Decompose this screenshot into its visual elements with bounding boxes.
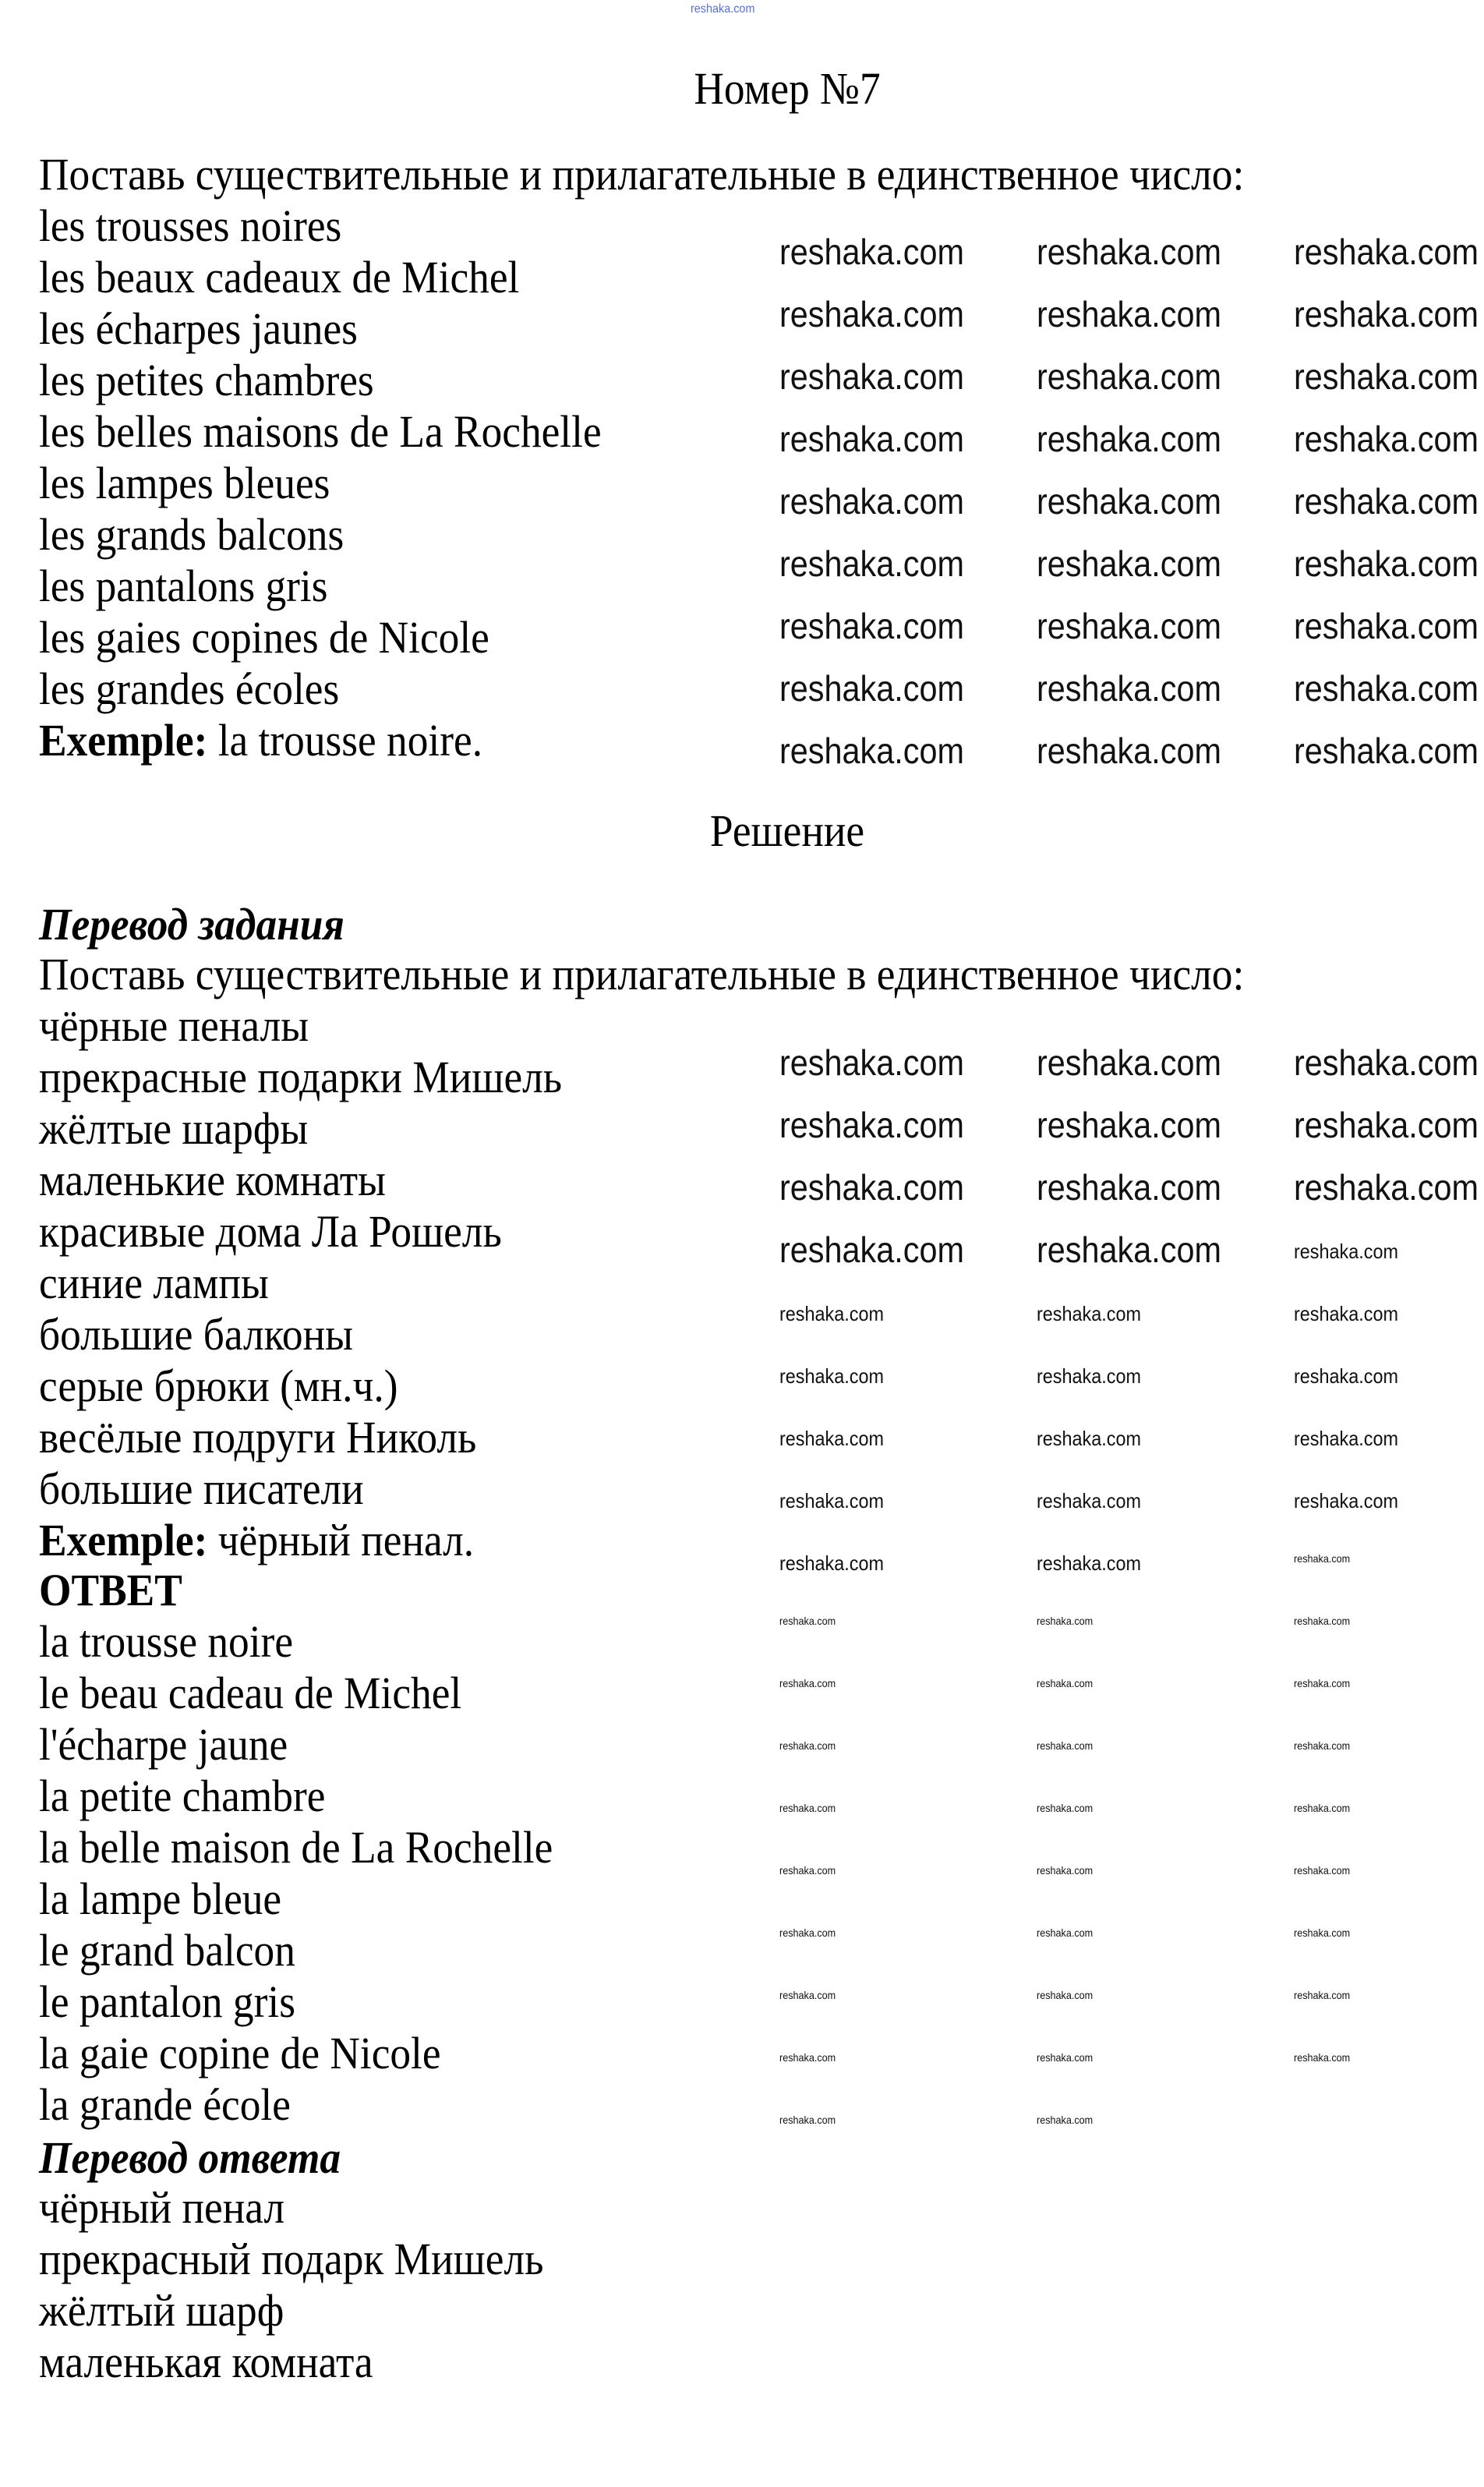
watermark-text: reshaka.com xyxy=(779,2114,836,2126)
translation-item: чёрные пеналы xyxy=(39,1000,309,1051)
watermark-text: reshaka.com xyxy=(779,543,965,584)
watermark-text: reshaka.com xyxy=(1037,1615,1094,1627)
task-item: les grandes écoles xyxy=(39,663,340,714)
watermark-text: reshaka.com xyxy=(1294,1364,1398,1388)
answer-item: la belle maison de La Rochelle xyxy=(39,1822,553,1873)
answer-translation-heading: Перевод ответа xyxy=(39,2132,341,2183)
watermark-text: reshaka.com xyxy=(1037,1739,1094,1752)
watermark-text: reshaka.com xyxy=(1037,2114,1094,2126)
watermark-text: reshaka.com xyxy=(779,294,965,334)
watermark-text: reshaka.com xyxy=(779,1302,884,1325)
watermark-text: reshaka.com xyxy=(1037,2051,1094,2064)
watermark-text: reshaka.com xyxy=(1294,1552,1351,1565)
watermark-text: reshaka.com xyxy=(1037,1677,1094,1689)
task-item: les pantalons gris xyxy=(39,561,328,611)
watermark-text: reshaka.com xyxy=(779,1364,884,1388)
answer-item: la trousse noire xyxy=(39,1616,293,1667)
watermark-text: reshaka.com xyxy=(1294,232,1479,272)
task-item: les trousses noires xyxy=(39,200,342,251)
answer-translation-item: маленькая комната xyxy=(39,2337,373,2387)
watermark-text: reshaka.com xyxy=(1294,1864,1351,1877)
watermark-text: reshaka.com xyxy=(1037,543,1222,584)
watermark-text: reshaka.com xyxy=(1037,1042,1222,1083)
watermark-text: reshaka.com xyxy=(1037,606,1222,646)
example-text: la trousse noire. xyxy=(207,715,483,766)
watermark-text: reshaka.com xyxy=(779,1864,836,1877)
translation-item: красивые дома Ла Рошель xyxy=(39,1206,502,1257)
watermark-text: reshaka.com xyxy=(779,1105,965,1145)
watermark-text: reshaka.com xyxy=(1037,419,1222,459)
watermark-text: reshaka.com xyxy=(1037,668,1222,709)
answer-translation-item: прекрасный подарк Мишель xyxy=(39,2234,544,2284)
answer-heading: ОТВЕТ xyxy=(39,1565,182,1615)
answer-item: la lampe bleue xyxy=(39,1873,282,1924)
watermark-text: reshaka.com xyxy=(1294,2051,1351,2064)
task-item: les lampes bleues xyxy=(39,458,330,508)
watermark-text: reshaka.com xyxy=(1037,1302,1141,1325)
watermark-text: reshaka.com xyxy=(779,1167,965,1208)
translation-item: весёлые подруги Николь xyxy=(39,1412,477,1463)
answer-item: le pantalon gris xyxy=(39,1976,295,2027)
watermark-text: reshaka.com xyxy=(1294,668,1479,709)
answer-item: le beau cadeau de Michel xyxy=(39,1668,462,1718)
task-item: les petites chambres xyxy=(39,355,374,405)
watermark-text: reshaka.com xyxy=(1037,1489,1141,1512)
watermark-text: reshaka.com xyxy=(1294,1926,1351,1939)
answer-item: la grande école xyxy=(39,2079,291,2130)
watermark-text: reshaka.com xyxy=(779,1615,836,1627)
watermark-text: reshaka.com xyxy=(779,1042,965,1083)
answer-item: le grand balcon xyxy=(39,1925,295,1976)
watermark-text: reshaka.com xyxy=(691,2,755,16)
watermark-text: reshaka.com xyxy=(1037,1427,1141,1450)
watermark-text: reshaka.com xyxy=(1294,356,1479,397)
watermark-text: reshaka.com xyxy=(1294,1240,1398,1263)
watermark-text: reshaka.com xyxy=(1037,1167,1222,1208)
watermark-text: reshaka.com xyxy=(779,1989,836,2001)
task-item: les écharpes jaunes xyxy=(39,303,358,354)
watermark-text: reshaka.com xyxy=(779,1229,965,1270)
watermark-text: reshaka.com xyxy=(779,1739,836,1752)
watermark-text: reshaka.com xyxy=(1037,731,1222,771)
watermark-text: reshaka.com xyxy=(1294,1302,1398,1325)
watermark-text: reshaka.com xyxy=(779,668,965,709)
watermark-text: reshaka.com xyxy=(1294,1167,1479,1208)
watermark-text: reshaka.com xyxy=(1037,1551,1141,1575)
watermark-text: reshaka.com xyxy=(779,1489,884,1512)
answer-translation-item: жёлтый шарф xyxy=(39,2285,284,2336)
watermark-text: reshaka.com xyxy=(779,1551,884,1575)
watermark-text: reshaka.com xyxy=(779,1677,836,1689)
watermark-text: reshaka.com xyxy=(1294,481,1479,522)
watermark-text: reshaka.com xyxy=(1037,356,1222,397)
example-label: Exemple: xyxy=(39,715,208,766)
watermark-text: reshaka.com xyxy=(779,232,965,272)
watermark-text: reshaka.com xyxy=(1037,1364,1141,1388)
watermark-text: reshaka.com xyxy=(1294,1042,1479,1083)
answer-item: la petite chambre xyxy=(39,1771,326,1821)
watermark-text: reshaka.com xyxy=(779,731,965,771)
watermark-text: reshaka.com xyxy=(1294,543,1479,584)
watermark-text: reshaka.com xyxy=(1037,1229,1222,1270)
example-label: Exemple: xyxy=(39,1515,208,1565)
watermark-text: reshaka.com xyxy=(1294,731,1479,771)
watermark-text: reshaka.com xyxy=(1037,1926,1094,1939)
answer-translation-item: чёрный пенал xyxy=(39,2182,285,2233)
watermark-text: reshaka.com xyxy=(1294,1489,1398,1512)
watermark-text: reshaka.com xyxy=(779,356,965,397)
watermark-text: reshaka.com xyxy=(779,1926,836,1939)
solution-heading: Решение xyxy=(709,805,865,856)
watermark-text: reshaka.com xyxy=(1037,1989,1094,2001)
watermark-text: reshaka.com xyxy=(1294,1615,1351,1627)
watermark-text: reshaka.com xyxy=(1294,1427,1398,1450)
translation-item: жёлтые шарфы xyxy=(39,1103,309,1154)
watermark-text: reshaka.com xyxy=(1294,1989,1351,2001)
watermark-text: reshaka.com xyxy=(1037,1802,1094,1814)
page-title: Номер №7 xyxy=(694,63,881,114)
watermark-text: reshaka.com xyxy=(1294,1739,1351,1752)
task-item: les beaux cadeaux de Michel xyxy=(39,252,520,302)
answer-item: l'écharpe jaune xyxy=(39,1719,288,1770)
task-item: les gaies copines de Nicole xyxy=(39,612,489,663)
translation-item: синие лампы xyxy=(39,1258,269,1308)
task-item: les grands balcons xyxy=(39,509,344,560)
watermark-text: reshaka.com xyxy=(1294,419,1479,459)
translation-instruction: Поставь существительные и прилагательные в единственное число: xyxy=(39,949,1245,999)
task-example xyxy=(39,715,482,766)
watermark-text: reshaka.com xyxy=(779,419,965,459)
watermark-text: reshaka.com xyxy=(1037,1864,1094,1877)
translation-item: большие балконы xyxy=(39,1309,353,1360)
task-instruction: Поставь существительные и прилагательные в единственное число: xyxy=(39,149,1245,200)
watermark-text: reshaka.com xyxy=(779,1802,836,1814)
translation-example xyxy=(39,1515,474,1566)
watermark-text: reshaka.com xyxy=(779,2051,836,2064)
translation-item: серые брюки (мн.ч.) xyxy=(39,1360,398,1411)
watermark-text: reshaka.com xyxy=(779,481,965,522)
translation-heading: Перевод задания xyxy=(39,899,344,950)
watermark-text: reshaka.com xyxy=(1294,294,1479,334)
watermark-text: reshaka.com xyxy=(1294,1677,1351,1689)
answer-item: la gaie copine de Nicole xyxy=(39,2028,441,2078)
watermark-text: reshaka.com xyxy=(779,1427,884,1450)
task-item: les belles maisons de La Rochelle xyxy=(39,406,602,457)
translation-item: большие писатели xyxy=(39,1463,364,1514)
watermark-text: reshaka.com xyxy=(779,606,965,646)
watermark-text: reshaka.com xyxy=(1037,1105,1222,1145)
watermark-text: reshaka.com xyxy=(1294,1105,1479,1145)
watermark-text: reshaka.com xyxy=(1294,606,1479,646)
translation-item: маленькие комнаты xyxy=(39,1155,386,1205)
example-text: чёрный пенал. xyxy=(207,1515,475,1565)
watermark-text: reshaka.com xyxy=(1037,232,1222,272)
watermark-text: reshaka.com xyxy=(1294,1802,1351,1814)
translation-item: прекрасные подарки Мишель xyxy=(39,1052,563,1102)
watermark-text: reshaka.com xyxy=(1037,481,1222,522)
watermark-text: reshaka.com xyxy=(1037,294,1222,334)
